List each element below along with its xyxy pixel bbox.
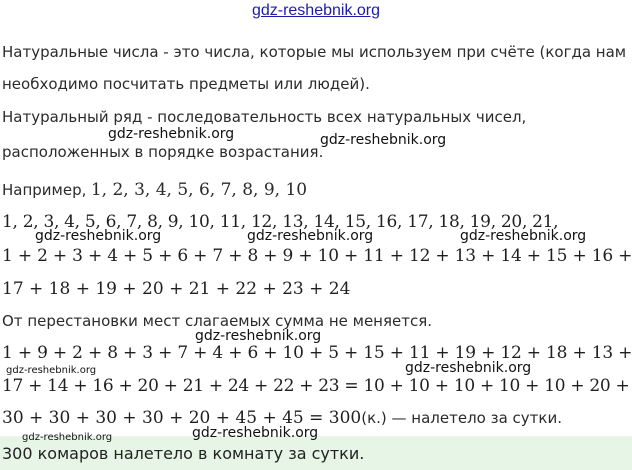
watermark: gdz-reshebnik.org xyxy=(6,365,97,376)
example-values: 1, 2, 3, 4, 5, 6, 7, 8, 9, 10 xyxy=(90,180,308,200)
watermark: gdz-reshebnik.org xyxy=(35,228,162,244)
watermark: gdz-reshebnik.org xyxy=(22,432,113,443)
watermark: gdz-reshebnik.org xyxy=(192,425,319,441)
watermark: gdz-reshebnik.org xyxy=(460,228,587,244)
regroup-line-1: 1 + 9 + 2 + 8 + 3 + 7 + 4 + 6 + 10 + 5 + 15 + 11 + 19 + 12 + 18 + 13 + xyxy=(2,343,632,363)
sequence-line: 1, 2, 3, 4, 5, 6, 7, 8, 9, 10, 11, 12, 13, 14, 15, 16, 17, 18, 19, 20, 21, xyxy=(2,212,559,232)
watermark: gdz-reshebnik.org xyxy=(247,228,374,244)
example-line xyxy=(2,180,307,200)
result-line-text: (к.) — налетело за сутки. xyxy=(361,409,562,427)
watermark: gdz-reshebnik.org xyxy=(405,360,532,376)
result-line-math: 30 + 30 + 30 + 30 + 20 + 45 + 45 = 300 xyxy=(2,408,362,428)
watermark: gdz-reshebnik.org xyxy=(195,328,322,344)
watermark: gdz-reshebnik.org xyxy=(320,132,447,148)
example-label: Например, xyxy=(2,181,87,199)
watermark: gdz-reshebnik.org xyxy=(108,126,235,142)
answer-text: 300 комаров налетело в комнату за сутки. xyxy=(2,444,365,463)
regroup-line-2: 17 + 14 + 16 + 20 + 21 + 24 + 22 + 23 = 10 + 10 + 10 + 10 + 10 + 20 + xyxy=(2,376,630,396)
site-header-link[interactable]: gdz-reshebnik.org xyxy=(251,2,381,19)
sum-line-2: 17 + 18 + 19 + 20 + 21 + 22 + 23 + 24 xyxy=(2,279,351,299)
definition-natural-numbers: Натуральные числа - это числа, которые мы используем при счёте (когда нам xyxy=(2,43,627,61)
definition-natural-numbers-continued: необходимо посчитать предметы или людей). xyxy=(2,75,370,93)
definition-natural-series-continued: расположенных в порядке возрастания. xyxy=(2,143,324,161)
sum-line-1: 1 + 2 + 3 + 4 + 5 + 6 + 7 + 8 + 9 + 10 + 11 + 12 + 13 + 14 + 15 + 16 + xyxy=(2,246,632,266)
definition-natural-series: Натуральный ряд - последовательность всех натуральных чисел, xyxy=(2,108,527,126)
commutative-rule: От перестановки мест слагаемых сумма не меняется. xyxy=(2,312,433,330)
